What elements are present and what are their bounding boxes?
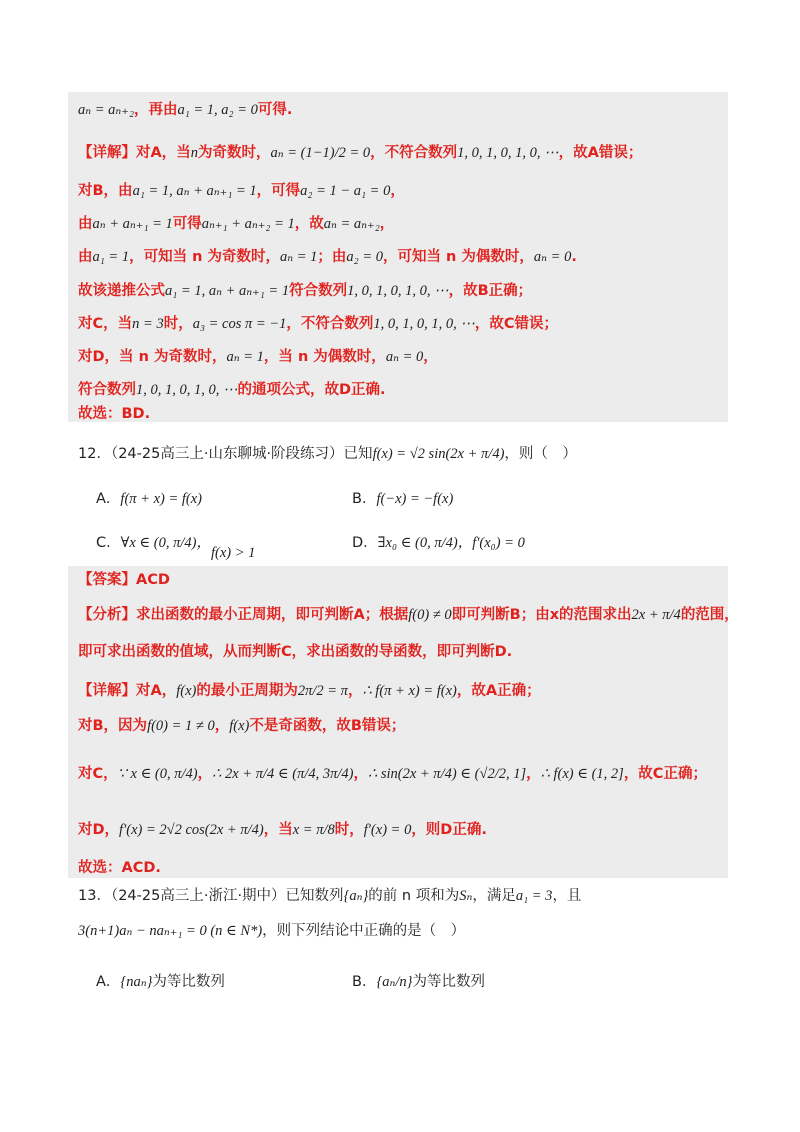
- b1-line-5: 由a₁ = 1，可知当 n 为奇数时，aₙ = 1；由a₂ = 0，可知当 n 为偶数时，aₙ = 0.: [78, 249, 577, 265]
- b1-line-10: 故选：BD.: [78, 406, 151, 422]
- b2-detail-5: 故选：ACD.: [78, 860, 161, 876]
- b2-answer: 【答案】ACD: [78, 572, 170, 588]
- b1-line-1: aₙ = aₙ₊₂，再由a₁ = 1, a₂ = 0可得.: [78, 102, 293, 118]
- b1-line-8: 对D，当 n 为奇数时，aₙ = 1，当 n 为偶数时，aₙ = 0，: [78, 349, 438, 365]
- q12-option-d: D．∃x₀ ∈ (0, π/4)，f′(x₀) = 0: [352, 535, 525, 551]
- b1-line-9: 符合数列1, 0, 1, 0, 1, 0, ⋯的通项公式，故D正确.: [78, 382, 386, 398]
- b1-line-6: 故该递推公式a₁ = 1, aₙ + aₙ₊₁ = 1符合数列1, 0, 1, 0, 1, 0, ⋯，故B正确；: [78, 283, 533, 299]
- b2-analysis-1: 【分析】求出函数的最小正周期，即可判断A；根据f(0) ≠ 0即可判断B；由x的范围求出2x + π/4的范围，: [78, 607, 739, 623]
- b1-line-3: 对B，由a₁ = 1, aₙ + aₙ₊₁ = 1，可得a₂ = 1 − a₁ = 0，: [78, 183, 405, 199]
- b1-line-7: 对C，当n = 3时，a₃ = cos π = −1，不符合数列1, 0, 1, 0, 1, 0, ⋯，故C错误；: [78, 316, 558, 332]
- b1-line-4: 由aₙ + aₙ₊₁ = 1可得aₙ₊₁ + aₙ₊₂ = 1，故aₙ = aₙ₊₂，: [78, 216, 395, 232]
- q12-option-c: C．∀x ∈ (0, π/4)，f(x) > 1: [96, 535, 256, 561]
- b2-detail-3: 对C，∵ x ∈ (0, π/4)，∴ 2x + π/4 ∈ (π/4, 3π/4)，∴ sin(2x + π/4) ∈ (√2/2, 1]，∴ f(x) ∈ (1, 2]，故C正确；: [78, 766, 707, 782]
- q13-option-a: A．{naₙ}为等比数列: [96, 974, 225, 990]
- b1-line-2: 【详解】对A，当n为奇数时，aₙ = (1−1)/2 = 0，不符合数列1, 0, 1, 0, 1, 0, ⋯，故A错误；: [78, 145, 643, 161]
- b2-detail-2: 对B，因为f(0) = 1 ≠ 0，f(x)不是奇函数，故B错误；: [78, 718, 406, 734]
- b2-detail-1: 【详解】对A，f(x)的最小正周期为2π/2 = π，∴ f(π + x) = f(x)，故A正确；: [78, 683, 541, 699]
- q13-option-b: B．{aₙ/n}为等比数列: [352, 974, 485, 990]
- q13-stem-1: 13．（24-25高三上·浙江·期中）已知数列{aₙ}的前 n 项和为Sₙ，满足a₁ = 3，且: [78, 888, 582, 904]
- q12-stem: 12．（24-25高三上·山东聊城·阶段练习）已知f(x) = √2 sin(2x + π/4)，则（ ）: [78, 446, 577, 462]
- b2-detail-4: 对D，f′(x) = 2√2 cos(2x + π/4)，当x = π/8时，f′(x) = 0，则D正确.: [78, 822, 487, 838]
- q12-option-b: B．f(−x) = −f(x): [352, 491, 454, 507]
- q12-option-a: A．f(π + x) = f(x): [96, 491, 202, 507]
- q13-stem-2: 3(n+1)aₙ − naₙ₊₁ = 0 (n ∈ N*)，则下列结论中正确的是（ ）: [78, 923, 466, 939]
- b2-analysis-2: 即可求出函数的值域，从而判断C，求出函数的导函数，即可判断D.: [78, 644, 513, 660]
